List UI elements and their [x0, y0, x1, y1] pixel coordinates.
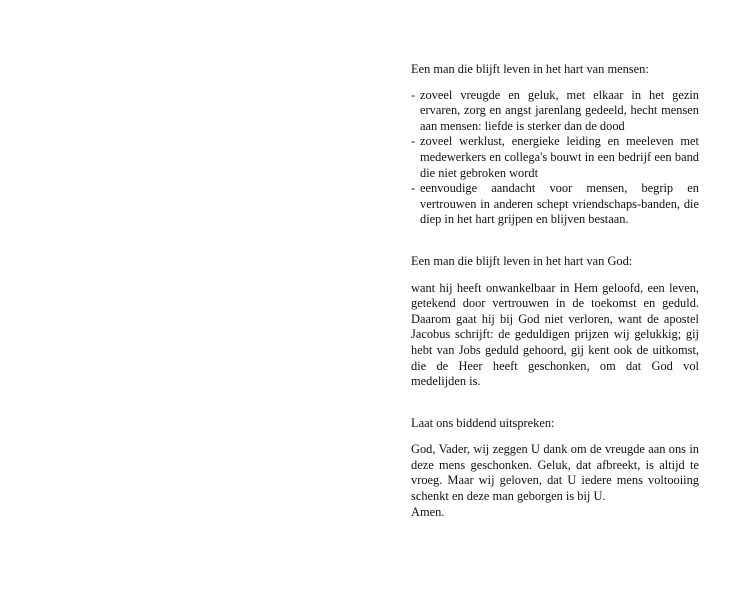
- section-1-bullet-list: [411, 88, 699, 228]
- bullet-marker: -: [411, 134, 416, 149]
- bullet-item: [411, 134, 699, 181]
- bullet-text: zoveel werklust, energieke leiding en meeleven met medewerkers en collega's bouwt in een bedrijf een band die niet gebroken wordt: [420, 134, 699, 180]
- section-2-heading: Een man die blijft leven in het hart van God:: [411, 253, 633, 268]
- amen-closing: Amen.: [411, 504, 445, 519]
- section-2-body: want hij heeft onwankelbaar in Hem geloofd, een leven, getekend door vertrouwen in de toekomst en geduld. Daarom gaat hij bij God niet verloren, want de apostel Jacobus schrijft: de geduldigen prijzen wij gelukkig; gij hebt van Jobs geduld gehoord, gij kent ook de uitkomst, die de Heer heeft geschonken, om dat God vol medelijden is.: [411, 280, 699, 389]
- bullet-text: zoveel vreugde en geluk, met elkaar in het gezin ervaren, zorg en angst jarenlang gedeeld, hecht mensen aan mensen: liefde is sterker dan de dood: [420, 87, 699, 133]
- prayer-text: God, Vader, wij zeggen U dank om de vreugde aan ons in deze mens geschonken. Geluk, dat afbreekt, is altijd te vroeg. Maar wij geloven, dat U iedere mens voltooiing schenkt en deze man geborgen is bij U.: [411, 442, 699, 504]
- bullet-text: eenvoudige aandacht voor mensen, begrip en vertrouwen in anderen schept vriendschaps-banden, die diep in het hart grijpen en blijven bestaan.: [420, 181, 699, 227]
- text-column: [411, 62, 699, 520]
- section-3-heading: Laat ons biddend uitspreken:: [411, 415, 555, 430]
- bullet-item: [411, 181, 699, 228]
- bullet-marker: -: [411, 87, 416, 102]
- bullet-item: [411, 88, 699, 135]
- section-1-heading: Een man die blijft leven in het hart van mensen:: [411, 62, 649, 76]
- bullet-marker: -: [411, 181, 416, 196]
